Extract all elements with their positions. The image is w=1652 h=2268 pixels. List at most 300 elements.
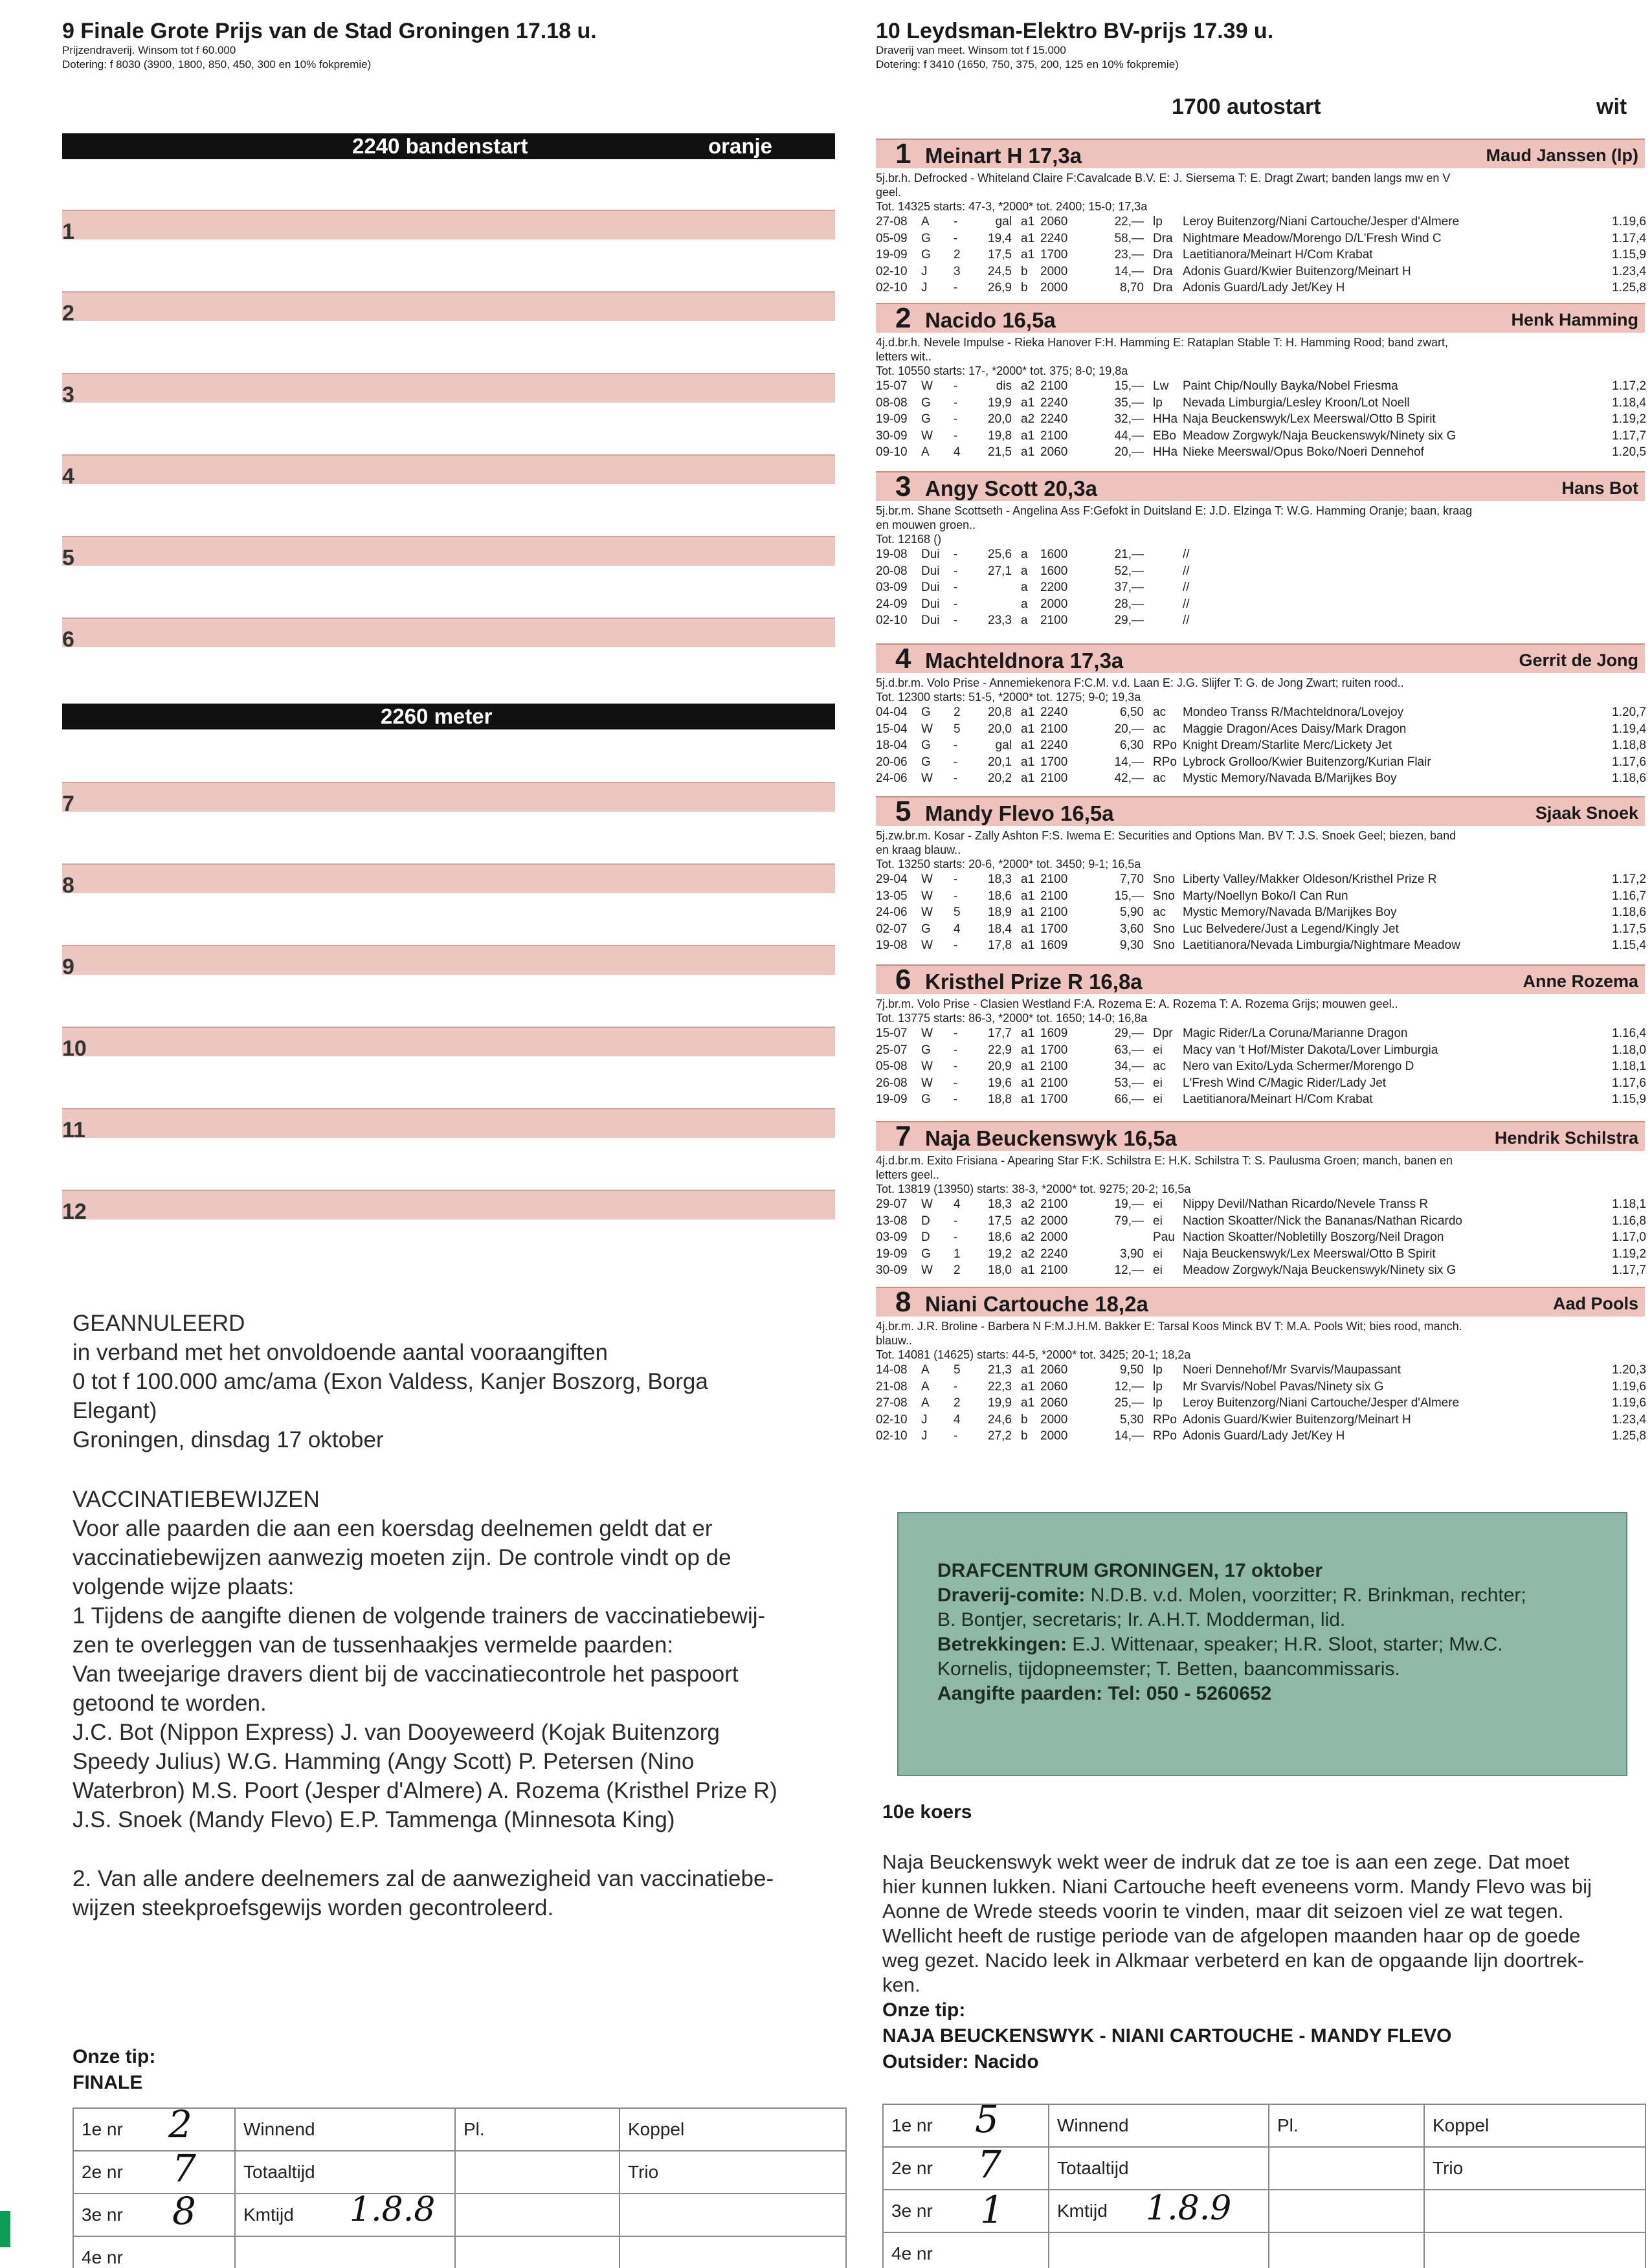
- cancel-title: GEANNULEERD: [73, 1311, 245, 1336]
- lane-number: 2: [62, 301, 74, 326]
- horse-desc-line: en mouwen groen..: [876, 518, 976, 531]
- result-cell: 1.23,4: [1612, 264, 1646, 278]
- result-cell: 2100: [1040, 379, 1068, 393]
- result-cell: W: [921, 1263, 933, 1277]
- grid-totaaltijd[interactable]: Totaaltijd: [1049, 2147, 1269, 2190]
- result-cell: 4: [954, 1412, 961, 1427]
- result-cell: Mystic Memory/Navada B/Marijkes Boy: [1183, 772, 1397, 785]
- result-cell: 02-10: [876, 281, 908, 295]
- result-cell: -: [954, 281, 958, 295]
- grid-empty[interactable]: [1269, 2147, 1424, 2190]
- result-cell: W: [921, 722, 933, 736]
- result-cell: 2100: [1040, 722, 1068, 736]
- result-cell: Dui: [921, 581, 940, 594]
- result-cell: 2000: [1040, 264, 1068, 278]
- race-color: wit: [1596, 94, 1627, 119]
- race-result-row: [876, 214, 1646, 230]
- result-cell: Pau: [1153, 1230, 1175, 1244]
- result-cell: a1: [1021, 1076, 1035, 1090]
- result-cell: 1.17,2: [1612, 379, 1646, 393]
- result-cell: 20,8: [988, 706, 1012, 719]
- horse-totals: Tot. 12168 (): [876, 533, 942, 546]
- result-cell: 42,—: [1114, 772, 1144, 785]
- race-results-table: [876, 1196, 1646, 1279]
- result-cell: Nero van Exito/Lyda Schermer/Morengo D: [1183, 1060, 1414, 1073]
- handwritten-3: 1: [980, 2188, 1004, 2232]
- result-cell: [1565, 563, 1646, 580]
- result-cell: a: [1021, 597, 1028, 611]
- result-cell: J: [921, 1429, 928, 1443]
- race-10-title: 10 Leydsman-Elektro BV-prijs 17.39 u.: [876, 19, 1274, 43]
- lane-bar[interactable]: [62, 373, 835, 403]
- result-cell: 1.19,4: [1612, 722, 1646, 736]
- horse-driver: Anne Rozema: [1523, 972, 1638, 991]
- tip-label-right: Onze tip:: [882, 1999, 966, 2021]
- result-cell: b: [1021, 264, 1028, 278]
- result-cell: 1.18,6: [1612, 906, 1646, 919]
- vaccination-text: [73, 1514, 777, 1834]
- handwritten-3: 8: [172, 2189, 196, 2233]
- result-cell: 02-10: [876, 1412, 908, 1427]
- horse-desc-line: 4j.br.m. J.R. Broline - Barbera N F:M.J.H.M. Bakker E: Tarsal Koos Minck BV T: M.A. Pools Wit; bies rood, manch.: [876, 1320, 1462, 1333]
- result-cell: G: [921, 395, 931, 410]
- koers-line: Naja Beuckenswyk wekt weer de indruk dat ze toe is aan een zege. Dat moet: [882, 1851, 1570, 1873]
- race-results-table: [876, 378, 1646, 461]
- result-cell: 2000: [1040, 1429, 1068, 1443]
- result-cell: Naction Skoatter/Nick the Bananas/Nathan Ricardo: [1183, 1214, 1462, 1228]
- horse-driver: Gerrit de Jong: [1519, 650, 1638, 670]
- result-cell: 15,—: [1114, 889, 1144, 903]
- horse-desc-line: 5j.br.m. Shane Scottseth - Angelina Ass F:Gefokt in Duitsland E: J.D. Elzinga T: W.G. Hamming Oranje; baan, kraag: [876, 504, 1473, 517]
- race-result-row: [876, 1412, 1646, 1429]
- horse-number: 7: [895, 1120, 911, 1152]
- horse-driver: Hans Bot: [1561, 478, 1638, 498]
- vacc-line: Speedy Julius) W.G. Hamming (Angy Scott) P. Petersen (Nino: [73, 1749, 695, 1774]
- horse-header[interactable]: [876, 796, 1645, 826]
- lane-number: 5: [62, 546, 74, 570]
- start-type: 1700 autostart: [1172, 94, 1321, 119]
- lane-number: 8: [62, 873, 74, 898]
- result-cell: Dpr: [1153, 1027, 1173, 1040]
- race-result-row: [876, 1395, 1646, 1412]
- result-cell: Marty/Noellyn Boko/I Can Run: [1183, 889, 1348, 903]
- grid-row-label: 2e nr: [883, 2147, 1049, 2190]
- info-line: Kornelis, tijdopneemster; T. Betten, baancommissaris.: [937, 1658, 1400, 1680]
- result-cell: A: [921, 445, 930, 459]
- lane-bar[interactable]: [62, 291, 835, 321]
- result-cell: 24-06: [876, 772, 908, 785]
- result-cell: 2100: [1040, 1060, 1068, 1073]
- result-cell: ei: [1153, 1197, 1163, 1211]
- result-cell: -: [954, 1379, 958, 1394]
- result-cell: Lw: [1153, 379, 1169, 393]
- result-cell: 2060: [1040, 1363, 1068, 1377]
- horse-name: Naja Beuckenswyk 16,5a: [925, 1126, 1177, 1150]
- result-cell: Leroy Buitenzorg/Niani Cartouche/Jesper d'Almere: [1183, 1396, 1460, 1410]
- horse-driver: Sjaak Snoek: [1535, 803, 1638, 823]
- grid-empty[interactable]: [455, 2236, 620, 2268]
- lane-bar[interactable]: [62, 1190, 835, 1219]
- grid-empty[interactable]: [1269, 2232, 1424, 2268]
- result-cell: 2100: [1040, 614, 1068, 627]
- horse-header[interactable]: [876, 643, 1645, 673]
- result-cell: 2000: [1040, 281, 1068, 295]
- vacc-line: volgende wijze plaats:: [73, 1574, 295, 1599]
- result-cell: ac: [1153, 906, 1166, 919]
- koers-text: [882, 1850, 1592, 1997]
- grid-empty[interactable]: [620, 2236, 846, 2268]
- grid-koppel[interactable]: Koppel: [620, 2108, 846, 2151]
- result-cell: b: [1021, 1429, 1028, 1443]
- horse-driver: Hendrik Schilstra: [1494, 1128, 1638, 1148]
- result-cell: G: [921, 1093, 931, 1106]
- result-cell: -: [954, 889, 958, 903]
- result-cell: 52,—: [1114, 564, 1144, 578]
- result-cell: 03-09: [876, 1230, 908, 1244]
- horse-name: Mandy Flevo 16,5a: [925, 801, 1114, 825]
- result-cell: W: [921, 1060, 933, 1073]
- result-cell: RPo: [1153, 1412, 1177, 1427]
- lane-bar[interactable]: [62, 863, 835, 893]
- result-cell: 02-10: [876, 264, 908, 278]
- result-cell: G: [921, 739, 931, 752]
- result-cell: [1144, 546, 1183, 563]
- result-cell: a1: [1021, 395, 1035, 410]
- result-cell: 1.17,6: [1612, 755, 1646, 769]
- result-cell: Sno: [1153, 889, 1175, 903]
- result-cell: 22,—: [1114, 215, 1144, 228]
- grid-row-label: 3e nr: [73, 2194, 235, 2236]
- horse-desc-line: 4j.d.br.h. Nevele Impulse - Rieka Hanover F:H. Hamming E: Rataplan Stable T: H. Hamming Rood; band zwart,: [876, 336, 1449, 349]
- lane-bar[interactable]: [62, 782, 835, 812]
- result-cell: 20,0: [988, 412, 1012, 426]
- grid-pl[interactable]: Pl.: [1269, 2104, 1424, 2147]
- result-cell: 19-09: [876, 1093, 908, 1106]
- result-cell: a2: [1021, 1214, 1035, 1228]
- result-cell: 2240: [1040, 739, 1068, 752]
- result-cell: G: [921, 1043, 931, 1057]
- result-cell: W: [921, 772, 933, 785]
- cancel-text: [73, 1338, 708, 1454]
- race-result-row: [876, 921, 1646, 938]
- result-cell: -: [954, 548, 958, 561]
- result-cell: a1: [1021, 889, 1035, 903]
- result-cell: 25-07: [876, 1043, 908, 1057]
- result-cell: 2060: [1040, 1379, 1068, 1394]
- result-cell: 2000: [1040, 1412, 1068, 1427]
- info-bold: Draverij-comite:: [937, 1584, 1086, 1606]
- grid-empty[interactable]: [620, 2194, 846, 2236]
- result-cell: dis: [996, 379, 1012, 393]
- result-cell: 18,6: [988, 1230, 1012, 1244]
- horse-number: 1: [895, 138, 911, 170]
- result-cell: -: [954, 597, 958, 611]
- result-cell: 63,—: [1114, 1043, 1144, 1057]
- result-cell: -: [954, 1043, 958, 1057]
- lane-bar[interactable]: [62, 210, 835, 239]
- horse-totals: Tot. 10550 starts: 17-, *2000* tot. 375; 8-0; 19,8a: [876, 364, 1128, 377]
- horse-header[interactable]: [876, 1121, 1645, 1151]
- result-cell: 18,9: [988, 906, 1012, 919]
- result-cell: 19,9: [988, 395, 1012, 410]
- result-cell: 2: [954, 248, 961, 261]
- result-cell: 2: [954, 1396, 961, 1410]
- result-cell: Meadow Zorgwyk/Naja Beuckenswyk/Ninety six G: [1183, 428, 1457, 443]
- result-cell: 1.20,7: [1612, 706, 1646, 719]
- vacc-line: J.S. Snoek (Mandy Flevo) E.P. Tammenga (Minnesota King): [73, 1807, 675, 1832]
- lane-number: 6: [62, 627, 74, 652]
- result-cell: 1.18,0: [1612, 1043, 1646, 1057]
- result-cell: A: [921, 1396, 930, 1410]
- race-result-row: [876, 1025, 1646, 1042]
- race-9-dotering: Dotering: f 8030 (3900, 1800, 850, 450, 300 en 10% fokpremie): [62, 58, 372, 71]
- result-cell: -: [954, 614, 958, 627]
- result-cell: gal: [995, 739, 1012, 752]
- result-cell: a1: [1021, 772, 1035, 785]
- info-line: B. Bontjer, secretaris; Ir. A.H.T. Modderman, lid.: [937, 1609, 1346, 1630]
- result-cell: Meadow Zorgwyk/Naja Beuckenswyk/Ninety six G: [1183, 1263, 1457, 1277]
- result-cell: 1.19,2: [1612, 412, 1646, 426]
- grid-koppel[interactable]: Koppel: [1424, 2104, 1646, 2147]
- result-cell: 18-04: [876, 739, 908, 752]
- result-cell: 1.18,1: [1612, 1060, 1646, 1073]
- race-result-row: [876, 546, 1646, 563]
- horse-name: Meinart H 17,3a: [925, 144, 1082, 168]
- result-cell: 23,3: [988, 614, 1012, 627]
- horse-description: [876, 1319, 1652, 1362]
- result-cell: 1.25,8: [1612, 281, 1646, 295]
- horse-desc-line: en kraag blauw..: [876, 843, 961, 856]
- lane-bar[interactable]: [62, 454, 835, 484]
- horse-header[interactable]: [876, 1287, 1645, 1317]
- result-cell: 24,5: [988, 264, 1012, 278]
- result-cell: -: [954, 564, 958, 578]
- race-results-table: [876, 214, 1646, 296]
- result-cell: 12,—: [1114, 1379, 1144, 1394]
- result-cell: 19-09: [876, 412, 908, 426]
- result-cell: 1.17,7: [1612, 428, 1646, 443]
- result-cell: RPo: [1153, 739, 1177, 752]
- result-cell: a2: [1021, 412, 1035, 426]
- result-cell: 1700: [1040, 248, 1068, 261]
- info-bold: Betrekkingen:: [937, 1634, 1067, 1655]
- lane-number: 10: [62, 1036, 87, 1061]
- result-cell: -: [954, 379, 958, 393]
- race-result-row: [876, 612, 1646, 629]
- result-cell: W: [921, 1076, 933, 1090]
- race-result-row: [876, 1213, 1646, 1230]
- result-cell: Dra: [1153, 281, 1173, 295]
- result-cell: lp: [1153, 395, 1163, 410]
- race-9-title: 9 Finale Grote Prijs van de Stad Groningen 17.18 u.: [62, 19, 597, 43]
- result-cell: 18,8: [988, 1093, 1012, 1106]
- horse-header[interactable]: [876, 303, 1645, 333]
- result-cell: 4: [954, 922, 961, 936]
- vaccination-title: VACCINATIEBEWIJZEN: [73, 1487, 320, 1512]
- cancel-line: 0 tot f 100.000 amc/ama (Exon Valdess, Kanjer Boszorg, Borga: [73, 1369, 708, 1394]
- result-cell: -: [954, 231, 958, 245]
- grid-empty[interactable]: [235, 2236, 455, 2268]
- start-bar-2240: [62, 133, 835, 159]
- page-edge-tab: [0, 2211, 10, 2247]
- result-cell: 34,—: [1114, 1060, 1144, 1073]
- result-cell: RPo: [1153, 1429, 1177, 1443]
- grid-empty[interactable]: [1424, 2232, 1646, 2268]
- horse-number: 2: [895, 302, 911, 334]
- grid-kmtijd[interactable]: Kmtijd: [235, 2194, 455, 2236]
- handwritten-kmtijd: 1.8.8: [350, 2190, 436, 2229]
- lane-bar[interactable]: [62, 1108, 835, 1138]
- result-cell: 19-08: [876, 548, 908, 561]
- result-cell: 2100: [1040, 1263, 1068, 1277]
- result-cell: 30-09: [876, 1263, 908, 1277]
- grid-winnend[interactable]: Winnend: [235, 2108, 455, 2151]
- horse-totals: Tot. 12300 starts: 51-5, *2000* tot. 1275; 9-0; 19,3a: [876, 691, 1141, 704]
- horse-driver: Henk Hamming: [1511, 310, 1638, 329]
- result-cell: ac: [1153, 1060, 1166, 1073]
- result-cell: 1.20,3: [1612, 1363, 1646, 1377]
- result-cell: 26,9: [988, 281, 1012, 295]
- result-cell: -: [954, 1214, 958, 1228]
- result-cell: 1.19,6: [1612, 1396, 1646, 1410]
- lane-bar[interactable]: [62, 536, 835, 566]
- grid-empty[interactable]: [1424, 2190, 1646, 2232]
- result-cell: Dra: [1153, 231, 1173, 245]
- result-cell: a1: [1021, 215, 1035, 228]
- koers-line: ken.: [882, 1973, 921, 1996]
- horse-header[interactable]: [876, 471, 1645, 501]
- result-cell: Magic Rider/La Coruna/Marianne Dragon: [1183, 1027, 1408, 1040]
- result-cell: 19,4: [988, 231, 1012, 245]
- result-cell: -: [954, 1060, 958, 1073]
- vacc-line: Van tweejarige dravers dient bij de vaccinatiecontrole het paspoort: [73, 1662, 739, 1687]
- result-cell: 13-08: [876, 1214, 908, 1228]
- horse-description: [876, 828, 1652, 871]
- result-cell: Nippy Devil/Nathan Ricardo/Nevele Transs R: [1183, 1197, 1429, 1211]
- result-cell: 20-06: [876, 755, 908, 769]
- result-cell: a1: [1021, 1043, 1035, 1057]
- result-cell: a1: [1021, 1363, 1035, 1377]
- lane-bar[interactable]: [62, 617, 835, 647]
- horse-driver: Aad Pools: [1552, 1294, 1638, 1313]
- race-result-row: [876, 428, 1646, 445]
- grid-totaaltijd[interactable]: Totaaltijd: [235, 2151, 455, 2194]
- race-result-row: [876, 1262, 1646, 1279]
- race-result-row: [876, 395, 1646, 412]
- result-cell: 9,30: [1120, 939, 1144, 952]
- grid-empty[interactable]: [455, 2194, 620, 2236]
- lane-number: 1: [62, 219, 74, 244]
- result-cell: W: [921, 939, 933, 952]
- race-result-row: [876, 1229, 1646, 1246]
- result-cell: 1.16,7: [1612, 889, 1646, 903]
- info-line: [937, 1583, 1526, 1608]
- result-cell: 2000: [1040, 597, 1068, 611]
- result-cell: 27,2: [988, 1429, 1012, 1443]
- lane-bar[interactable]: [62, 945, 835, 975]
- grid-pl[interactable]: Pl.: [455, 2108, 620, 2151]
- result-cell: 1.17,4: [1612, 231, 1646, 245]
- result-cell: HHa: [1153, 412, 1178, 426]
- result-cell: 1.20,5: [1612, 445, 1646, 459]
- horse-header[interactable]: [876, 139, 1645, 168]
- race-result-row: [876, 263, 1646, 280]
- result-cell: 15,—: [1114, 379, 1144, 393]
- grid-trio[interactable]: Trio: [620, 2151, 846, 2194]
- grid-kmtijd[interactable]: Kmtijd: [1049, 2190, 1269, 2232]
- horse-header[interactable]: [876, 964, 1645, 994]
- result-cell: 27-08: [876, 215, 908, 228]
- result-cell: W: [921, 428, 933, 443]
- result-cell: 19,—: [1114, 1197, 1144, 1211]
- result-cell: -: [954, 428, 958, 443]
- handwritten-1: 5: [975, 2097, 999, 2141]
- result-cell: Dui: [921, 597, 940, 611]
- result-cell: Adonis Guard/Lady Jet/Key H: [1183, 281, 1345, 295]
- horse-desc-line: letters geel..: [876, 1168, 940, 1181]
- result-cell: 19-09: [876, 1247, 908, 1261]
- result-cell: a: [1021, 564, 1028, 578]
- start-bar-label-2: 2260 meter: [381, 704, 493, 728]
- horse-description: [876, 335, 1652, 378]
- result-cell: [1565, 612, 1646, 629]
- result-cell: 1700: [1040, 922, 1068, 936]
- result-cell: Knight Dream/Starlite Merc/Lickety Jet: [1183, 739, 1392, 752]
- result-cell: ei: [1153, 1043, 1163, 1057]
- result-cell: a: [1021, 614, 1028, 627]
- vacc-line: Voor alle paarden die aan een koersdag deelnemen geldt dat er: [73, 1516, 713, 1541]
- race-result-row: [876, 937, 1646, 954]
- grid-empty[interactable]: [455, 2151, 620, 2194]
- result-cell: 15-07: [876, 379, 908, 393]
- lane-number: 9: [62, 955, 74, 979]
- horse-totals: Tot. 14081 (14625) starts: 44-5, *2000* tot. 3425; 20-1; 18,2a: [876, 1348, 1191, 1361]
- grid-empty[interactable]: [1049, 2232, 1269, 2268]
- result-cell: J: [921, 281, 928, 295]
- result-cell: 1.15,9: [1612, 248, 1646, 261]
- vacc-line: J.C. Bot (Nippon Express) J. van Dooyeweerd (Kojak Buitenzorg: [73, 1720, 720, 1745]
- result-cell: //: [1183, 614, 1190, 627]
- result-cell: 28,—: [1114, 597, 1144, 611]
- race-result-row: [876, 1246, 1646, 1263]
- race-result-row: [876, 1058, 1646, 1075]
- lane-bar[interactable]: [62, 1027, 835, 1056]
- result-cell: 25,—: [1114, 1396, 1144, 1410]
- result-cell: Nieke Meerswal/Opus Boko/Noeri Dennehof: [1183, 445, 1424, 459]
- result-cell: a1: [1021, 873, 1035, 886]
- grid-winnend[interactable]: Winnend: [1049, 2104, 1269, 2147]
- horse-number: 5: [895, 795, 911, 827]
- race-result-row: [876, 1196, 1646, 1213]
- race-result-row: [876, 378, 1646, 395]
- outsider: Outsider: Nacido: [882, 2051, 1039, 2073]
- result-cell: Noeri Dennehof/Mr Svarvis/Maupassant: [1183, 1363, 1401, 1377]
- result-cell: ac: [1153, 722, 1166, 736]
- result-cell: 15-07: [876, 1027, 908, 1040]
- result-cell: a1: [1021, 922, 1035, 936]
- result-cell: 2: [954, 706, 961, 719]
- grid-trio[interactable]: Trio: [1424, 2147, 1646, 2190]
- grid-empty[interactable]: [1269, 2190, 1424, 2232]
- grid-row-label: 2e nr: [73, 2151, 235, 2194]
- result-cell: [1144, 579, 1183, 596]
- result-cell: 7,70: [1120, 873, 1144, 886]
- result-cell: ei: [1153, 1247, 1163, 1261]
- result-cell: //: [1183, 548, 1190, 561]
- race-result-row: [876, 770, 1646, 787]
- cancel-line: Groningen, dinsdag 17 oktober: [73, 1427, 384, 1452]
- result-cell: Naja Beuckenswyk/Lex Meerswal/Otto B Spirit: [1183, 1247, 1436, 1261]
